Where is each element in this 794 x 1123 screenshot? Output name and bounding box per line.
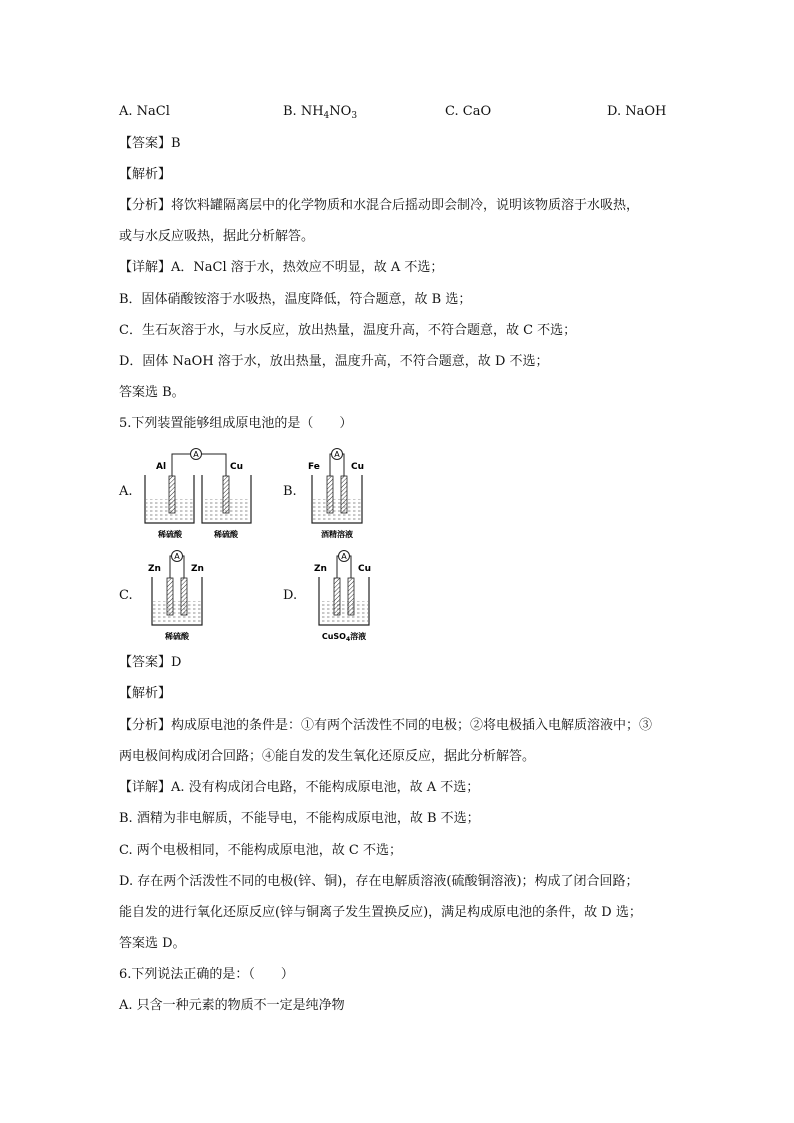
q4-detail-d: D．固体 NaOH 溶于水，放出热量，温度升高，不符合题意，故 D 不选； [119, 354, 549, 369]
q5-detail-b: B. 酒精为非电解质，不能导电，不能构成原电池，故 B 不选； [119, 811, 480, 826]
solution-c-label: 稀硫酸 [165, 632, 189, 641]
q6-option-a: A. 只含一种元素的物质不一定是纯净物 [119, 998, 345, 1013]
electrode-d-left-label: Zn [314, 564, 327, 574]
ammeter-c-label: A [174, 552, 180, 561]
q4-detail-a: 【详解】A．NaCl 溶于水，热效应不明显，故 A 不选； [119, 260, 444, 275]
q4-detail-c: C．生石灰溶于水，与水反应，放出热量，温度升高，不符合题意，故 C 不选； [119, 323, 577, 338]
q6-stem: 6.下列说法正确的是：（ ） [119, 967, 294, 982]
electrode-b-left-label: Fe [308, 462, 320, 472]
q4-option-a: A. NaCl [119, 104, 170, 119]
q5-diagram-c [143, 547, 213, 643]
q5-stem: 5.下列装置能够组成原电池的是（ ） [119, 416, 353, 431]
q5-label-c: C. [119, 588, 133, 603]
q4-analysis-heading: 【解析】 [119, 167, 172, 182]
q5-diagram-a [140, 445, 256, 541]
ammeter-d-label: A [341, 552, 347, 561]
q4-option-d: D. NaOH [607, 104, 667, 119]
q5-analysis-heading: 【解析】 [119, 686, 172, 701]
q5-label-d: D. [283, 588, 298, 603]
q5-detail-d-line-2: 能自发的进行氧化还原反应(锌与铜离子发生置换反应)，满足构成原电池的条件，故 D 选； [119, 905, 642, 920]
ammeter-a-label: A [193, 450, 199, 459]
q5-final-answer: 答案选 D。 [119, 936, 186, 951]
q4-answer: 【答案】B [119, 136, 181, 151]
electrode-c-right-label: Zn [191, 564, 204, 574]
q4-option-b: B. $NH_4NO_3$ [283, 104, 358, 121]
electrode-d-right-label: Cu [358, 564, 372, 574]
solution-a-right-label: 稀硫酸 [214, 530, 238, 539]
electrode-a-right-label: Cu [230, 462, 244, 472]
q4-option-c: C. CaO [445, 104, 492, 119]
solution-a-left-label: 稀硫酸 [158, 530, 182, 539]
q5-analysis-line-1: 【分析】构成原电池的条件是：①有两个活泼性不同的电极；②将电极插入电解质溶液中；③ [119, 718, 653, 733]
ammeter-b-label: A [334, 450, 340, 459]
electrode-b-right-label: Cu [351, 462, 365, 472]
solution-d-label: CuSO$_4$溶液 [321, 632, 367, 643]
q5-diagram-b [303, 445, 373, 541]
q4-final-answer: 答案选 B。 [119, 385, 185, 400]
q5-analysis-line-2: 两电极间构成闭合回路；④能自发的发生氧化还原反应，据此分析解答。 [119, 749, 536, 764]
q4-analysis-line-2: 或与水反应吸热，据此分析解答。 [119, 229, 315, 244]
q5-detail-a: 【详解】A. 没有构成闭合电路，不能构成原电池，故 A 不选； [119, 780, 480, 795]
q5-label-b: B. [283, 484, 297, 499]
q5-diagram-d [307, 547, 387, 643]
q5-label-a: A. [119, 484, 133, 499]
q4-detail-b: B．固体硝酸铵溶于水吸热，温度降低，符合题意，故 B 选； [119, 292, 472, 307]
q4-analysis-line-1: 【分析】将饮料罐隔离层中的化学物质和水混合后摇动即会制冷，说明该物质溶于水吸热， [119, 198, 640, 213]
electrode-c-left-label: Zn [148, 564, 161, 574]
q5-detail-d-line-1: D. 存在两个活泼性不同的电极(锌、铜)，存在电解质溶液(硫酸铜溶液)；构成了闭合回路； [119, 874, 639, 889]
solution-b-label: 酒精溶液 [321, 530, 353, 539]
q5-answer: 【答案】D [119, 655, 182, 670]
electrode-a-left-label: Al [156, 462, 167, 472]
q5-detail-c: C. 两个电极相同，不能构成原电池，故 C 不选； [119, 843, 402, 858]
